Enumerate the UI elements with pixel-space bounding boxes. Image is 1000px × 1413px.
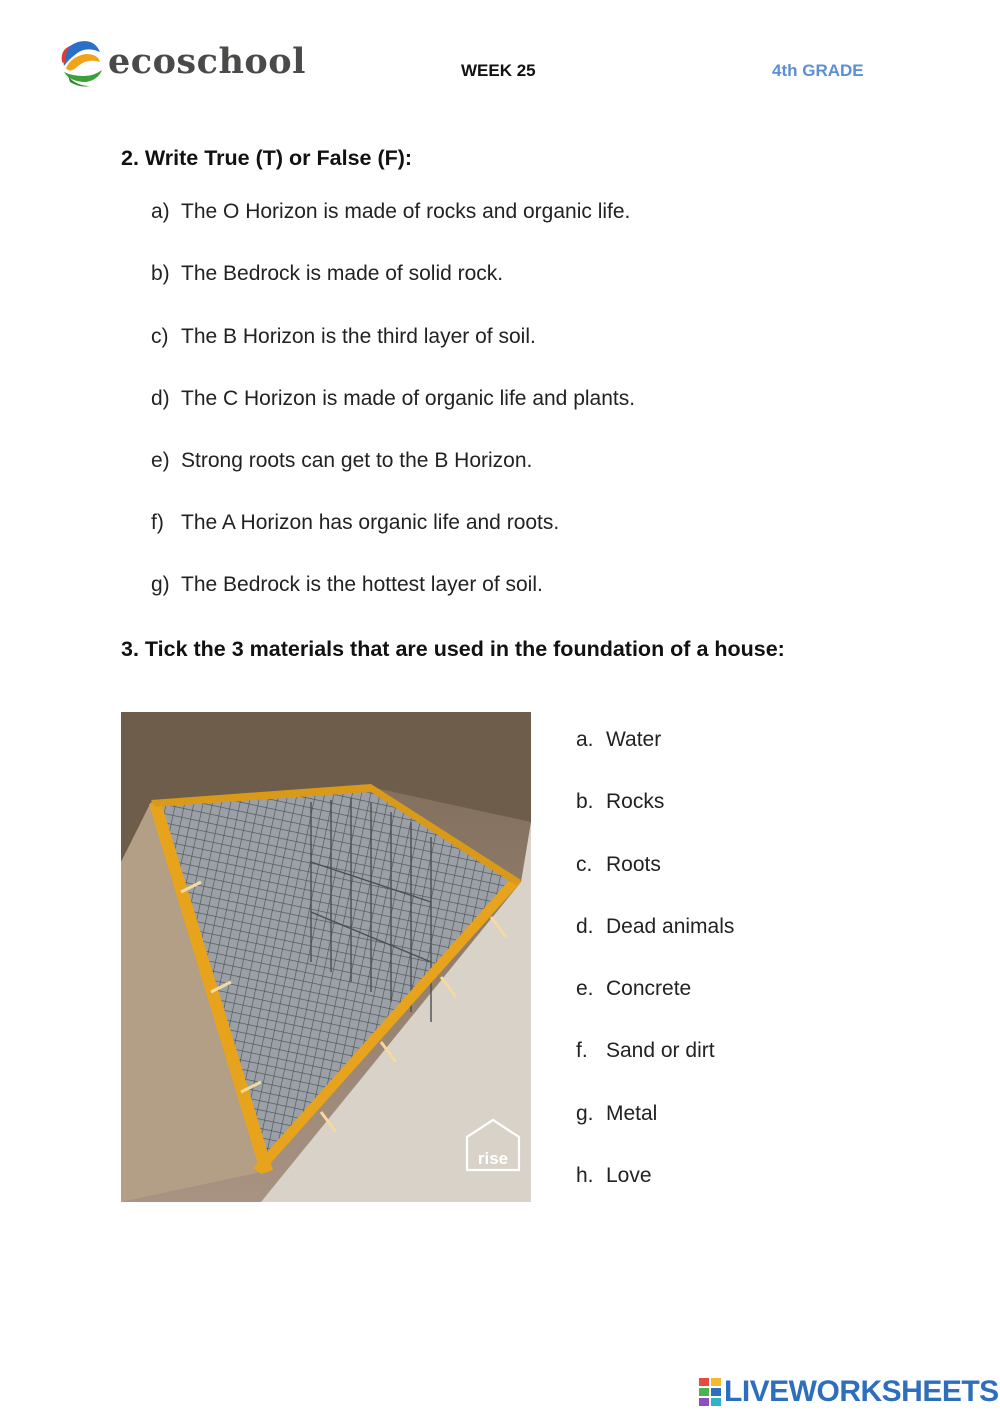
item-letter: e.	[576, 977, 594, 1000]
foundation-photo	[121, 712, 531, 1202]
item-text: The O Horizon is made of rocks and organic life.	[181, 200, 631, 223]
page-header	[0, 0, 1000, 110]
item-text: Roots	[606, 853, 661, 876]
item-text: Water	[606, 728, 662, 751]
item-text: Metal	[606, 1102, 658, 1125]
item-text: Concrete	[606, 977, 692, 1000]
liveworksheets-logo-icon	[698, 1377, 722, 1407]
item-letter: h.	[576, 1164, 594, 1187]
item-letter: a.	[576, 728, 594, 751]
item-letter: c.	[576, 853, 593, 876]
item-letter: g)	[151, 573, 170, 596]
grade-label: 4th GRADE	[772, 61, 864, 80]
item-letter: f)	[151, 511, 164, 534]
item-letter: f.	[576, 1039, 588, 1062]
item-letter: e)	[151, 449, 170, 472]
item-text: The Bedrock is the hottest layer of soil.	[181, 573, 543, 596]
item-letter: d.	[576, 915, 594, 938]
brand-text: LIVEWORKSHEETS	[724, 1375, 999, 1408]
item-text: The C Horizon is made of organic life and plants.	[181, 387, 636, 410]
item-letter: d)	[151, 387, 170, 410]
item-text: Dead animals	[606, 915, 735, 938]
logo-text: ecoschool	[108, 41, 306, 82]
item-letter: a)	[151, 200, 170, 223]
question-3-title: 3. Tick the 3 materials that are used in the foundation of a house:	[121, 637, 785, 661]
item-letter: c)	[151, 325, 169, 348]
liveworksheets-brand	[698, 1374, 999, 1410]
question-2-title: 2. Write True (T) or False (F):	[121, 146, 413, 170]
item-letter: g.	[576, 1102, 594, 1125]
ecoschool-logo-icon	[56, 36, 104, 88]
item-text: Rocks	[606, 790, 665, 813]
item-letter: b)	[151, 262, 170, 285]
foundation-illustration	[121, 712, 531, 1202]
item-text: The B Horizon is the third layer of soil.	[181, 325, 536, 348]
item-text: Strong roots can get to the B Horizon.	[181, 449, 533, 472]
item-text: The Bedrock is made of solid rock.	[181, 262, 504, 285]
item-text: The A Horizon has organic life and roots.	[181, 511, 560, 534]
item-text: Love	[606, 1164, 652, 1187]
ecoschool-logo	[56, 36, 306, 88]
item-letter: b.	[576, 790, 594, 813]
item-text: Sand or dirt	[606, 1039, 715, 1062]
watermark-text: rise	[477, 1149, 509, 1168]
week-label: WEEK 25	[461, 61, 536, 80]
